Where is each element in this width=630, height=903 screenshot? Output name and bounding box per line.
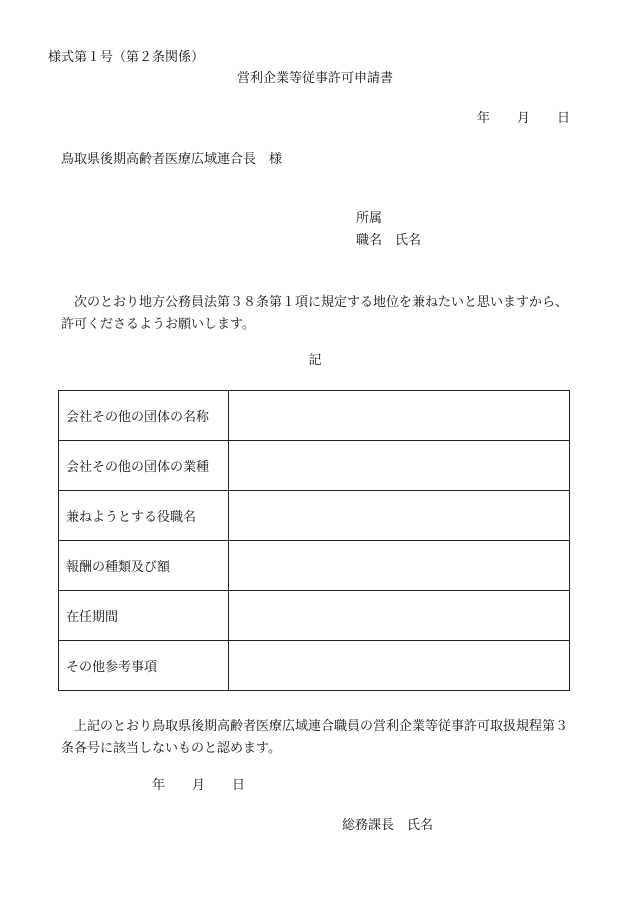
details-table	[58, 390, 570, 691]
confirmation-date	[152, 778, 245, 794]
addressee-org: 鳥取県後期高齢者医療広域連合長	[61, 152, 257, 167]
applicant-name-label: 氏名	[395, 233, 422, 248]
manager-name-label: 氏名	[407, 818, 434, 833]
row-label: 在任期間	[59, 591, 229, 641]
row-label: 報酬の種類及び額	[59, 541, 229, 591]
row-value-cell[interactable]	[229, 491, 570, 541]
table-row	[59, 541, 570, 591]
application-statement	[61, 292, 581, 336]
date-year-label: 年	[477, 111, 491, 126]
confirmation-line-2: 条各号に該当しないものと認めます。	[61, 741, 281, 756]
row-label: 会社その他の団体の業種	[59, 441, 229, 491]
addressee-honorific: 様	[269, 152, 283, 167]
date-day-label: 日	[557, 111, 571, 126]
table-row	[59, 391, 570, 441]
date-year-label: 年	[152, 778, 166, 793]
application-statement-line-1: 次のとおり地方公務員法第３８条第１項に規定する地位を兼ねたいと思いますから、	[74, 295, 569, 310]
row-label: 兼ねようとする役職名	[59, 491, 229, 541]
table-row	[59, 591, 570, 641]
table-row	[59, 441, 570, 491]
date-month-label: 月	[192, 778, 206, 793]
row-label: その他参考事項	[59, 641, 229, 691]
application-date	[477, 111, 570, 127]
row-value-cell[interactable]	[229, 441, 570, 491]
manager-title: 総務課長	[342, 818, 395, 833]
row-value-cell[interactable]	[229, 641, 570, 691]
date-month-label: 月	[517, 111, 531, 126]
addressee	[61, 152, 282, 168]
row-value-cell[interactable]	[229, 591, 570, 641]
applicant-affiliation-label: 所属	[356, 211, 383, 226]
row-value-cell[interactable]	[229, 391, 570, 441]
table-row	[59, 491, 570, 541]
table-row	[59, 641, 570, 691]
date-day-label: 日	[232, 778, 246, 793]
manager-signature	[342, 818, 433, 834]
row-label: 会社その他の団体の名称	[59, 391, 229, 441]
row-value-cell[interactable]	[229, 541, 570, 591]
applicant-position-label: 職名	[356, 233, 383, 248]
confirmation-statement	[61, 716, 586, 760]
confirmation-line-1: 上記のとおり鳥取県後期高齢者医療広域連合職員の営利企業等従事許可取扱規程第３	[74, 719, 569, 734]
application-statement-line-2: 許可くださるようお願いします。	[61, 317, 255, 332]
form-number: 様式第１号（第２条関係）	[48, 50, 205, 65]
ki-heading: 記	[308, 353, 322, 368]
document-title: 営利企業等従事許可申請書	[236, 71, 393, 86]
applicant-position-name	[356, 233, 421, 249]
